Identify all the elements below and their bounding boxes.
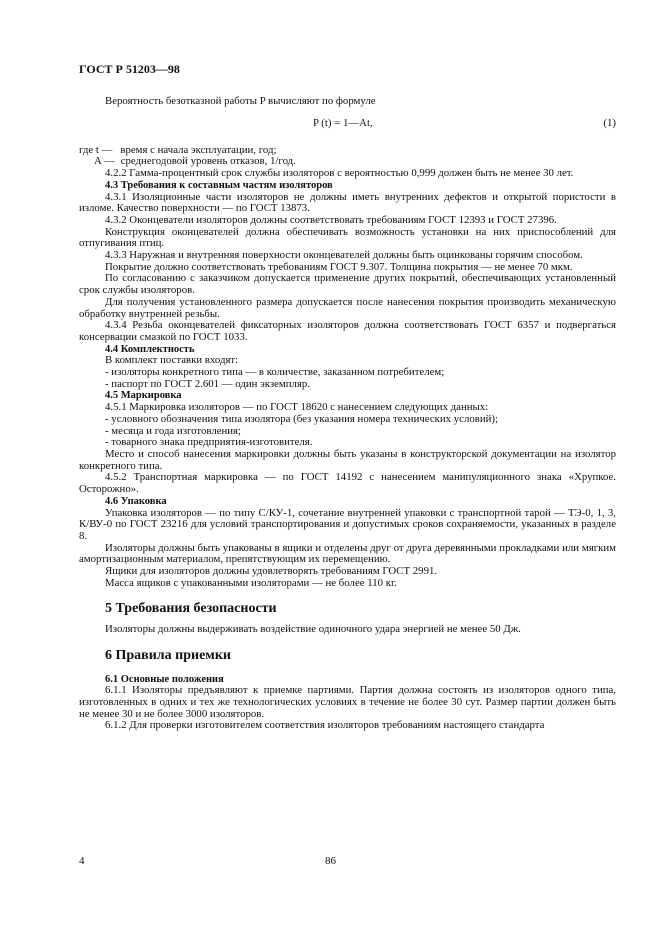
paragraph-4-5-1b: Место и способ нанесения маркировки должны быть указаны в конструкторской документации на изолятор конкретного типа.: [79, 447, 616, 472]
formula-intro: Вероятность безотказной работы P вычисляют по формуле: [105, 95, 376, 107]
paragraph-4-2-2: 4.2.2 Гамма-процентный срок службы изоляторов с вероятностью 0,999 должен быть не менее 30 лет.: [105, 167, 574, 180]
heading-4-3: 4.3 Требования к составным частям изоляторов: [105, 179, 333, 191]
paragraph-4-3-1: 4.3.1 Изоляционные части изоляторов не должны иметь внутренних дефектов и открытой пористости в изломе. Качество поверхности — по ГОСТ 13873.: [79, 190, 616, 215]
heading-6-1: 6.1 Основные положения: [105, 673, 224, 685]
paragraph-4-3-2b: Конструкция оконцевателей должна обеспечивать возможность установки на них приспособлений для отпугивания птиц.: [79, 225, 616, 250]
paragraph-6-1-1: 6.1.1 Изоляторы предъявляют к приемке партиями. Партия должна состоять из изоляторов одного типа, изготовленных в одних и тех же технологических условиях в течение не более 30 сут. Размер партии должен быть не менее 30 и не более 3000 изоляторов.: [79, 684, 616, 720]
definition-t-text: время с начала эксплуатации, год;: [120, 143, 277, 156]
footer-page-number-center: 86: [325, 855, 336, 867]
paragraph-4-3-3c: По согласованию с заказчиком допускается применение других покрытий, обеспечивающих установленный срок службы изоляторов.: [79, 272, 616, 297]
heading-4-4: 4.4 Комплектность: [105, 343, 195, 355]
list-item: - изоляторы конкретного типа — в количестве, заказанном потребителем;: [105, 366, 445, 379]
paragraph-4-6b: Изоляторы должны быть упакованы в ящики и отделены друг от друга деревянными прокладками или мягким амортизационным материалом, препятствующим их перемещению.: [79, 541, 616, 566]
paragraph-4-3-3: 4.3.3 Наружная и внутренняя поверхности оконцевателей должны быть оцинкованы горячим способом.: [105, 249, 583, 262]
formula-row: [79, 118, 616, 135]
list-item: - месяца и года изготовления;: [105, 424, 242, 437]
formula-number: (1): [603, 116, 616, 129]
definition-t-term: где t —: [79, 143, 113, 156]
footer-page-number-left: 4: [79, 855, 85, 867]
paragraph-4-4: В комплект поставки входят:: [105, 354, 239, 367]
paragraph-4-3-2: 4.3.2 Оконцеватели изоляторов должны соответствовать требованиям ГОСТ 12393 и ГОСТ 27396.: [105, 213, 557, 226]
paragraph-6-1-2: 6.1.2 Для проверки изготовителем соответствия изоляторов требованиям настоящего стандарта: [105, 719, 545, 732]
paragraph-4-6: Упаковка изоляторов — по типу С/КУ-1, сочетание внутренней упаковки с транспортной тарой — ТЭ-0, 1, 3, К/ВУ-0 по ГОСТ 23216 для условий транспортирования и допустимых сроков сохраняемости, указанных в разделе 8.: [79, 506, 616, 542]
document-header: ГОСТ Р 51203—98: [79, 62, 180, 76]
paragraph-4-3-3b: Покрытие должно соответствовать требованиям ГОСТ 9.307. Толщина покрытия — не менее 70 мкм.: [105, 260, 573, 273]
paragraph-4-3-4: 4.3.4 Резьба оконцевателей фиксаторных изоляторов должна соответствовать ГОСТ 6357 и подвергаться консервации смазкой по ГОСТ 1033.: [79, 319, 616, 343]
formula: P (t) = 1—At,: [313, 116, 373, 129]
paragraph-5: Изоляторы должны выдерживать воздействие одиночного удара энергией не менее 50 Дж.: [105, 623, 521, 636]
heading-section-5: 5 Требования безопасности: [105, 601, 277, 617]
heading-section-6: 6 Правила приемки: [105, 647, 231, 663]
paragraph-4-6d: Масса ящиков с упакованными изоляторами — не более 110 кг.: [105, 576, 397, 589]
paragraph-4-5-1: 4.5.1 Маркировка изоляторов — по ГОСТ 18620 с нанесением следующих данных:: [105, 401, 489, 414]
heading-4-6: 4.6 Упаковка: [105, 495, 167, 507]
definition-a-text: среднегодовой уровень отказов, 1/год.: [120, 155, 296, 168]
list-item: - условного обозначения типа изолятора (без указания номера технических условий);: [105, 412, 498, 425]
page-body: [79, 96, 616, 732]
spacer: [79, 662, 616, 674]
definition-a-term: A —: [94, 155, 115, 168]
paragraph-4-5-2: 4.5.2 Транспортная маркировка — по ГОСТ 14192 с нанесением манипуляционного знака «Хрупкое. Осторожно».: [79, 471, 616, 496]
paragraph-4-3-3d: Для получения установленного размера допускается после нанесения покрытия производить механическую обработку внутренней резьбы.: [79, 295, 616, 320]
heading-4-5: 4.5 Маркировка: [105, 390, 182, 402]
list-item: - паспорт по ГОСТ 2.601 — один экземпляр.: [105, 377, 310, 390]
list-item: - товарного знака предприятия-изготовителя.: [105, 436, 313, 449]
paragraph-4-6c: Ящики для изоляторов должны удовлетворять требованиям ГОСТ 2991.: [105, 565, 438, 578]
